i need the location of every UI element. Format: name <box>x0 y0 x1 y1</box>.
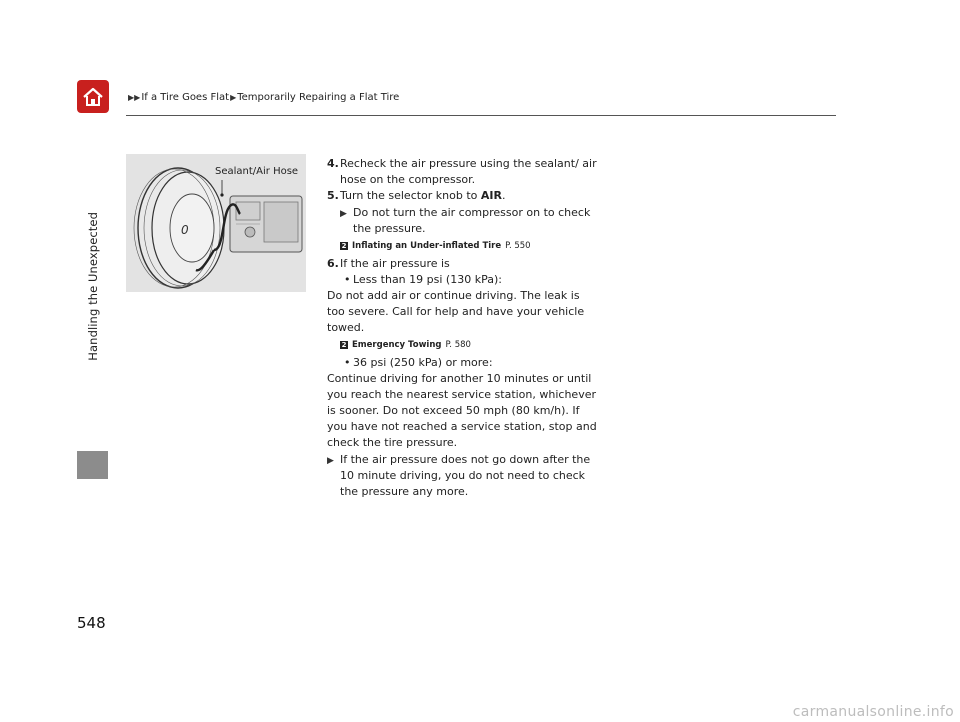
link-arrow-icon: 2 <box>341 341 347 349</box>
step-6 <box>327 256 597 272</box>
note <box>327 452 597 500</box>
home-icon <box>82 87 104 107</box>
step-text: If the air pressure is <box>340 257 450 270</box>
section-tab-label: Handling the Unexpected <box>85 211 100 361</box>
note-arrow-icon: ▶ <box>340 209 347 219</box>
figure-label: Sealant/Air Hose <box>215 166 299 177</box>
breadcrumb-item-flat-tire[interactable]: If a Tire Goes Flat <box>141 92 230 103</box>
section-tab <box>77 122 108 450</box>
breadcrumb-item-temp-repair[interactable]: Temporarily Repairing a Flat Tire <box>237 92 400 103</box>
step-5 <box>327 188 597 204</box>
step-4 <box>327 156 597 188</box>
step-text: Turn the selector knob to AIR. <box>340 189 506 202</box>
section-tab-marker <box>77 451 108 479</box>
bullet-item: • Less than 19 psi (130 kPa): <box>344 273 502 286</box>
note-text: Do not turn the air compressor on to check the pressure. <box>353 206 591 235</box>
note-arrow-icon: ▶ <box>327 456 334 466</box>
step-number: 6. <box>327 257 339 270</box>
xref-page: P. 580 <box>445 340 471 350</box>
compressor-icon <box>230 196 302 252</box>
link-arrow-icon: 2 <box>341 242 347 250</box>
xref-title[interactable]: Inflating an Under-inflated Tire <box>352 241 502 251</box>
bullet-item: • 36 psi (250 kPa) or more: <box>344 356 493 369</box>
step-number: 4. <box>327 157 339 170</box>
page-number: 548 <box>77 614 106 632</box>
paragraph: Continue driving for another 10 minutes or until you reach the nearest service station, whichever is sooner. Do not exceed 50 mph (80 km/h). If you have not reached a service station, stop and check the tire pressure. <box>327 372 597 449</box>
watermark: carmanualsonline.info <box>792 704 954 720</box>
xref-page: P. 550 <box>505 241 531 251</box>
cross-reference-link[interactable] <box>340 337 597 353</box>
paragraph: Do not add air or continue driving. The leak is too severe. Call for help and have your vehicle towed. <box>327 289 585 334</box>
svg-text:0: 0 <box>181 223 189 237</box>
note <box>340 205 597 237</box>
breadcrumb <box>127 92 399 103</box>
breadcrumb-arrow-icon: ▶▶ <box>128 93 141 102</box>
instruction-steps <box>327 156 597 500</box>
tire-compressor-illustration <box>126 154 306 292</box>
home-button[interactable] <box>77 80 109 113</box>
step-text: Recheck the air pressure using the sealant/ air hose on the compressor. <box>340 157 597 186</box>
note-text: If the air pressure does not go down after the 10 minute driving, you do not need to check the pressure any more. <box>340 453 591 498</box>
step-number: 5. <box>327 189 339 202</box>
header-divider <box>126 115 836 116</box>
selector-knob-setting: AIR <box>480 189 502 202</box>
breadcrumb-arrow-icon: ▶ <box>230 93 237 102</box>
cross-reference-link[interactable] <box>340 238 597 254</box>
xref-title[interactable]: Emergency Towing <box>352 340 442 350</box>
